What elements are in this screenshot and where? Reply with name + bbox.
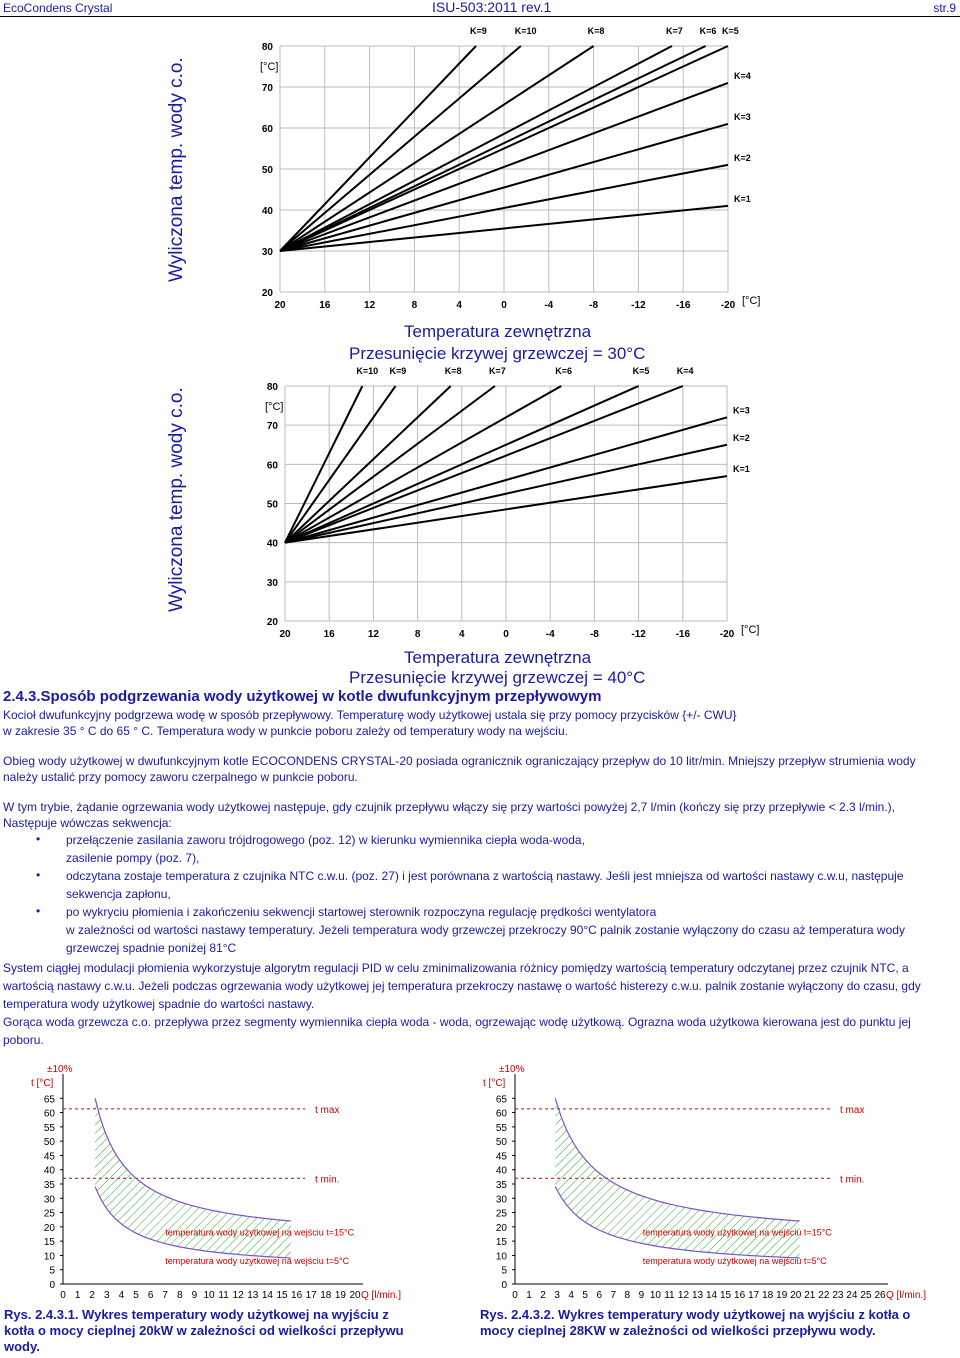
- curve-label: K=9: [389, 366, 407, 376]
- x-tick-label: -12: [631, 300, 646, 311]
- page-header: [0, 0, 960, 17]
- paragraph-4b: wartością nastawy c.w.u. Jeżeli podczas ogrzewania wody użytkowej jej temperatura przekroczy nastawę o wartość histerezy c.w.u. palnik zostanie wyłączony do czasu, gdy: [3, 979, 921, 993]
- paragraph-1b: w zakresie 35 ° C do 65 ° C. Temperatura wody w punkcie poboru zależy od temperatury wody na wejściu.: [3, 724, 568, 738]
- x-tick-label: 20: [274, 300, 286, 311]
- caption-2b: mocy cieplnej 28KW w zależności od wielkości przepływu wody.: [480, 1323, 876, 1338]
- x-tick-label: 22: [818, 1290, 830, 1301]
- x-tick-label: 23: [832, 1290, 844, 1301]
- x-tick-label: 20: [279, 629, 291, 640]
- paragraph-2a: Obieg wody użytkowej w dwufunkcyjnym kotle ECOCONDENS CRYSTAL-20 posiada ogranicznik ograniczający przepływ do 10 litr/min. Mniejszy przepływ strumienia wody: [3, 754, 916, 768]
- y-unit-label: t [°C]: [31, 1078, 54, 1089]
- chart2-ylabel: Wyliczona temp. wody c.o.: [166, 387, 187, 612]
- y-tick-label: 20: [43, 1222, 55, 1234]
- x-tick-label: 2: [89, 1290, 95, 1301]
- x-tick-label: -16: [675, 300, 691, 311]
- curve-label: K=8: [587, 26, 605, 36]
- chart1-ylabel: Wyliczona temp. wody c.o.: [166, 57, 187, 282]
- curve-label: K=10: [356, 366, 379, 376]
- tmax-label: t max: [315, 1104, 340, 1116]
- x-tick-label: -4: [545, 629, 555, 640]
- y-tick-label: 30: [261, 247, 273, 258]
- x-tick-label: 4: [568, 1290, 574, 1301]
- y-tick-label: 20: [261, 288, 273, 299]
- x-tick-label: 12: [232, 1290, 244, 1301]
- tmin-label: t min.: [840, 1174, 865, 1186]
- x-tick-label: 6: [596, 1290, 603, 1301]
- curve-label: K=1: [734, 193, 751, 204]
- curve-label: K=7: [488, 366, 506, 376]
- curve-label: K=3: [733, 405, 750, 416]
- y-tick-label: 5: [501, 1265, 507, 1277]
- x-unit-label: Q [l/min.]: [886, 1290, 927, 1301]
- x-tick-label: 5: [582, 1290, 588, 1301]
- header-page: str.9: [933, 1, 956, 15]
- x-tick-label: 0: [512, 1290, 518, 1301]
- x-tick-label: 2: [540, 1290, 546, 1301]
- section-title: 2.4.3.Sposób podgrzewania wody użytkowej w kotle dwufunkcyjnym przepływowym: [3, 688, 602, 705]
- y-tick-label: 40: [266, 538, 278, 550]
- y-tick-label: 60: [261, 124, 273, 135]
- chart1-heating-curves: [250, 24, 760, 314]
- y-tick-label: 60: [495, 1108, 507, 1120]
- curve-label: K=4: [676, 366, 694, 376]
- x-tick-label: 4: [459, 629, 465, 640]
- caption-1b: kotła o mocy cieplnej 20kW w zależności od wielkości przepływu: [4, 1323, 404, 1338]
- curve-label: K=7: [666, 26, 683, 36]
- y-tick-label: 55: [43, 1122, 55, 1134]
- y-tick-label: 80: [266, 382, 278, 393]
- bullet-3-text-c: grzewczej spadnie poniżej 81°C: [66, 941, 237, 955]
- curve-label: K=9: [470, 26, 487, 36]
- y-tick-label: 40: [261, 206, 273, 217]
- x-tick-label: 14: [261, 1290, 273, 1301]
- chart2-heating-curves: [250, 366, 760, 648]
- y-unit-label: [°C]: [260, 61, 279, 73]
- y-tick-label: 40: [43, 1165, 55, 1177]
- y-tick-label: 10: [43, 1251, 55, 1263]
- y-tick-label: 30: [43, 1194, 55, 1206]
- bullet-2-text: odczytana zostaje temperatura z czujnika NTC c.w.u. (poz. 27) i jest porównana z wartością nastawy. Jeśli jest mniejsza od wartości nastawy c.w.u, następuje: [66, 869, 904, 883]
- paragraph-4c: temperatura wody użytkowej spadnie do wartości nastawy.: [3, 997, 315, 1011]
- x-tick-label: -4: [544, 300, 554, 311]
- y-tick-label: 35: [43, 1180, 55, 1191]
- curve-label: K=3: [734, 111, 751, 122]
- y-tick-label: 0: [501, 1280, 507, 1291]
- x-tick-label: 16: [734, 1290, 746, 1301]
- x-tick-label: 15: [720, 1290, 732, 1301]
- y-tick-label: 35: [495, 1180, 507, 1191]
- x-tick-label: -8: [589, 629, 599, 640]
- y-tick-label: 30: [266, 577, 278, 589]
- curve-label: K=4: [734, 70, 751, 81]
- curve-label: K=2: [733, 432, 750, 443]
- chart1-xtitle: Temperatura zewnętrzna: [404, 322, 592, 341]
- x-tick-label: 21: [804, 1290, 816, 1301]
- paragraph-3a: W tym trybie, żądanie ogrzewania wody użytkowej następuje, gdy czujnik przepływu włączy się przy wartości powyżej 2,7 l/min (kończy się przy przepływie < 2.3 l/min.),: [3, 800, 896, 814]
- tolerance-label: ±10%: [47, 1064, 73, 1075]
- y-tick-label: 50: [261, 165, 273, 176]
- x-tick-label: 19: [776, 1290, 788, 1301]
- x-tick-label: 6: [147, 1290, 154, 1301]
- curve-label: K=5: [632, 366, 650, 376]
- y-tick-label: 25: [495, 1208, 507, 1220]
- y-tick-label: 40: [495, 1165, 507, 1177]
- y-unit-label: [°C]: [265, 401, 284, 413]
- x-tick-label: 17: [748, 1290, 760, 1301]
- x-tick-label: 18: [320, 1290, 332, 1301]
- x-tick-label: 15: [276, 1290, 288, 1301]
- x-tick-label: 7: [610, 1290, 617, 1301]
- x-tick-label: 8: [177, 1290, 183, 1301]
- label-t15: temperatura wody użytkowej na wejściu t=15°C: [642, 1227, 832, 1238]
- bullet-1-text-b: zasilenie pompy (poz. 7),: [66, 851, 200, 865]
- y-tick-label: 15: [43, 1237, 55, 1249]
- x-tick-label: 7: [162, 1290, 168, 1301]
- x-tick-label: 0: [501, 300, 507, 311]
- y-tick-label: 45: [43, 1151, 55, 1163]
- tolerance-label: ±10%: [499, 1064, 525, 1075]
- x-unit-label: [°C]: [741, 624, 760, 636]
- bullet-3-text-b: w zależności od wartości nastawy temperatury. Jeżeli temperatura wody grzewczej przekroczy 90°C palnik zostanie wyłączony do czasu aż temperatura wody: [66, 923, 905, 937]
- x-tick-label: 4: [118, 1290, 125, 1301]
- y-tick-label: 0: [49, 1280, 55, 1291]
- bullet-2: •: [36, 868, 41, 882]
- x-tick-label: 0: [60, 1290, 66, 1301]
- x-tick-label: -8: [589, 300, 599, 311]
- y-tick-label: 25: [43, 1208, 55, 1220]
- y-tick-label: 20: [266, 617, 278, 628]
- caption-1c: wody.: [4, 1339, 40, 1354]
- curve-label: K=5: [722, 26, 739, 36]
- x-tick-label: 12: [677, 1290, 690, 1301]
- curve-k7: [280, 46, 672, 251]
- x-tick-label: -16: [675, 629, 691, 640]
- paragraph-1a: Kocioł dwufunkcyjny podgrzewa wodę w sposób przepływowy. Temperaturę wody użytkowej ustala się przy pomocy przycisków {+/- CWU}: [3, 708, 737, 722]
- y-tick-label: 50: [43, 1137, 55, 1149]
- x-tick-label: 8: [411, 300, 418, 311]
- chart4-dhw-temperature: [460, 1050, 960, 1302]
- y-tick-label: 60: [266, 460, 278, 472]
- x-tick-label: 12: [367, 629, 379, 640]
- x-tick-label: 17: [305, 1290, 317, 1301]
- y-tick-label: 30: [495, 1194, 507, 1206]
- y-tick-label: 60: [43, 1108, 55, 1120]
- curve-label: K=6: [555, 366, 573, 376]
- x-tick-label: 13: [691, 1290, 704, 1301]
- paragraph-5b: poboru.: [3, 1033, 44, 1047]
- x-tick-label: 4: [456, 300, 462, 311]
- curve-label: K=10: [514, 26, 537, 36]
- y-tick-label: 65: [495, 1094, 507, 1106]
- y-tick-label: 20: [495, 1222, 507, 1234]
- curve-label: K=2: [734, 152, 751, 163]
- x-tick-label: 1: [526, 1290, 532, 1301]
- x-tick-label: 13: [247, 1290, 259, 1301]
- x-tick-label: 19: [334, 1290, 346, 1301]
- x-tick-label: -12: [631, 629, 646, 640]
- x-unit-label: [°C]: [742, 295, 760, 307]
- bullet-1-text: przełączenie zasilania zaworu trójdrogowego (poz. 12) w kierunku wymiennika ciepła woda-woda,: [66, 833, 585, 847]
- caption-2a: Rys. 2.4.3.2. Wykres temperatury wody użytkowej na wyjściu z kotła o: [480, 1307, 911, 1322]
- curve-label: K=8: [444, 366, 462, 376]
- x-tick-label: 26: [874, 1290, 886, 1301]
- x-tick-label: 18: [762, 1290, 774, 1301]
- y-tick-label: 15: [495, 1237, 507, 1249]
- x-tick-label: 8: [624, 1290, 631, 1301]
- bullet-1: •: [36, 832, 41, 846]
- bullet-3-text: po wykryciu płomienia i zakończeniu sekwencji startowej sterownik rozpoczyna regulację prędkości wentylatora: [66, 905, 657, 919]
- x-tick-label: 8: [414, 629, 421, 640]
- paragraph-4a: System ciągłej modulacji płomienia wykorzystuje algorytm regulacji PID w celu zminimalizowania różnicy pomiędzy wartością temperatury odczytanej przez czujnik NTC, a: [3, 961, 909, 975]
- label-t15: temperatura wody użytkowej na wejściu t=15°C: [165, 1227, 355, 1238]
- curve-k9: [280, 46, 476, 251]
- x-tick-label: 11: [664, 1290, 675, 1301]
- caption-1a: Rys. 2.4.3.1. Wykres temperatury wody użytkowej na wyjściu z: [4, 1307, 389, 1322]
- tmin-label: t min.: [315, 1174, 340, 1186]
- y-tick-label: 5: [49, 1265, 55, 1277]
- x-tick-label: 25: [860, 1290, 872, 1301]
- x-tick-label: 14: [705, 1290, 718, 1301]
- curve-k10: [280, 46, 521, 251]
- y-tick-label: 45: [495, 1151, 507, 1163]
- x-tick-label: 16: [291, 1290, 303, 1301]
- x-tick-label: 20: [349, 1290, 361, 1301]
- curve-label: K=1: [733, 464, 750, 475]
- header-center: ISU-503:2011 rev.1: [432, 0, 552, 15]
- curve-label: K=6: [699, 26, 717, 36]
- x-tick-label: 20: [790, 1290, 802, 1301]
- y-tick-label: 55: [495, 1122, 507, 1134]
- bullet-3: •: [36, 904, 41, 918]
- label-t5: temperatura wody użytkowej na wejściu t=5°C: [165, 1256, 350, 1266]
- header-left: EcoCondens Crystal: [3, 1, 113, 15]
- y-tick-label: 50: [495, 1137, 507, 1149]
- x-unit-label: Q [l/min.]: [361, 1290, 402, 1301]
- x-tick-label: 16: [319, 300, 331, 311]
- y-tick-label: 70: [266, 421, 278, 433]
- paragraph-5a: Gorąca woda grzewcza c.o. przepływa przez segmenty wymiennika ciepła woda - woda, ogrzewając wodę użytkową. Ograzna woda użytkowa kierowana jest do punktu jej: [3, 1015, 911, 1029]
- x-tick-label: 10: [649, 1290, 661, 1301]
- y-tick-label: 80: [261, 42, 273, 53]
- paragraph-3b: Następuje wówczas sekwencja:: [3, 816, 172, 830]
- y-unit-label: t [°C]: [483, 1078, 506, 1089]
- y-tick-label: 70: [261, 83, 273, 94]
- x-tick-label: 12: [364, 300, 376, 311]
- bullet-2-text-b: sekwencja zapłonu,: [66, 887, 171, 901]
- x-tick-label: -20: [719, 629, 735, 640]
- x-tick-label: -20: [720, 300, 736, 311]
- chart2-subtitle: Przesunięcie krzywej grzewczej = 40°C: [349, 668, 646, 687]
- x-tick-label: 1: [74, 1290, 81, 1301]
- chart3-dhw-temperature: [0, 1050, 460, 1302]
- x-tick-label: 9: [191, 1290, 198, 1301]
- x-tick-label: 24: [846, 1290, 858, 1301]
- y-tick-label: 50: [266, 499, 278, 511]
- x-tick-label: 5: [133, 1290, 139, 1301]
- x-tick-label: 11: [218, 1290, 229, 1301]
- y-tick-label: 65: [43, 1094, 55, 1106]
- x-tick-label: 9: [638, 1290, 645, 1301]
- chart2-xtitle: Temperatura zewnętrzna: [404, 648, 592, 667]
- tmax-label: t max: [840, 1104, 865, 1116]
- x-tick-label: 16: [323, 629, 335, 640]
- y-tick-label: 10: [495, 1251, 507, 1263]
- x-tick-label: 3: [554, 1290, 560, 1301]
- x-tick-label: 10: [203, 1290, 215, 1301]
- x-tick-label: 3: [104, 1290, 110, 1301]
- x-tick-label: 0: [503, 629, 509, 640]
- chart1-subtitle: Przesunięcie krzywej grzewczej = 30°C: [349, 344, 646, 363]
- label-t5: temperatura wody użytkowej na wejściu t=5°C: [642, 1256, 827, 1266]
- paragraph-2b: należy ustalić przy pomocy zaworu czerpalnego w punkcie poboru.: [3, 770, 358, 784]
